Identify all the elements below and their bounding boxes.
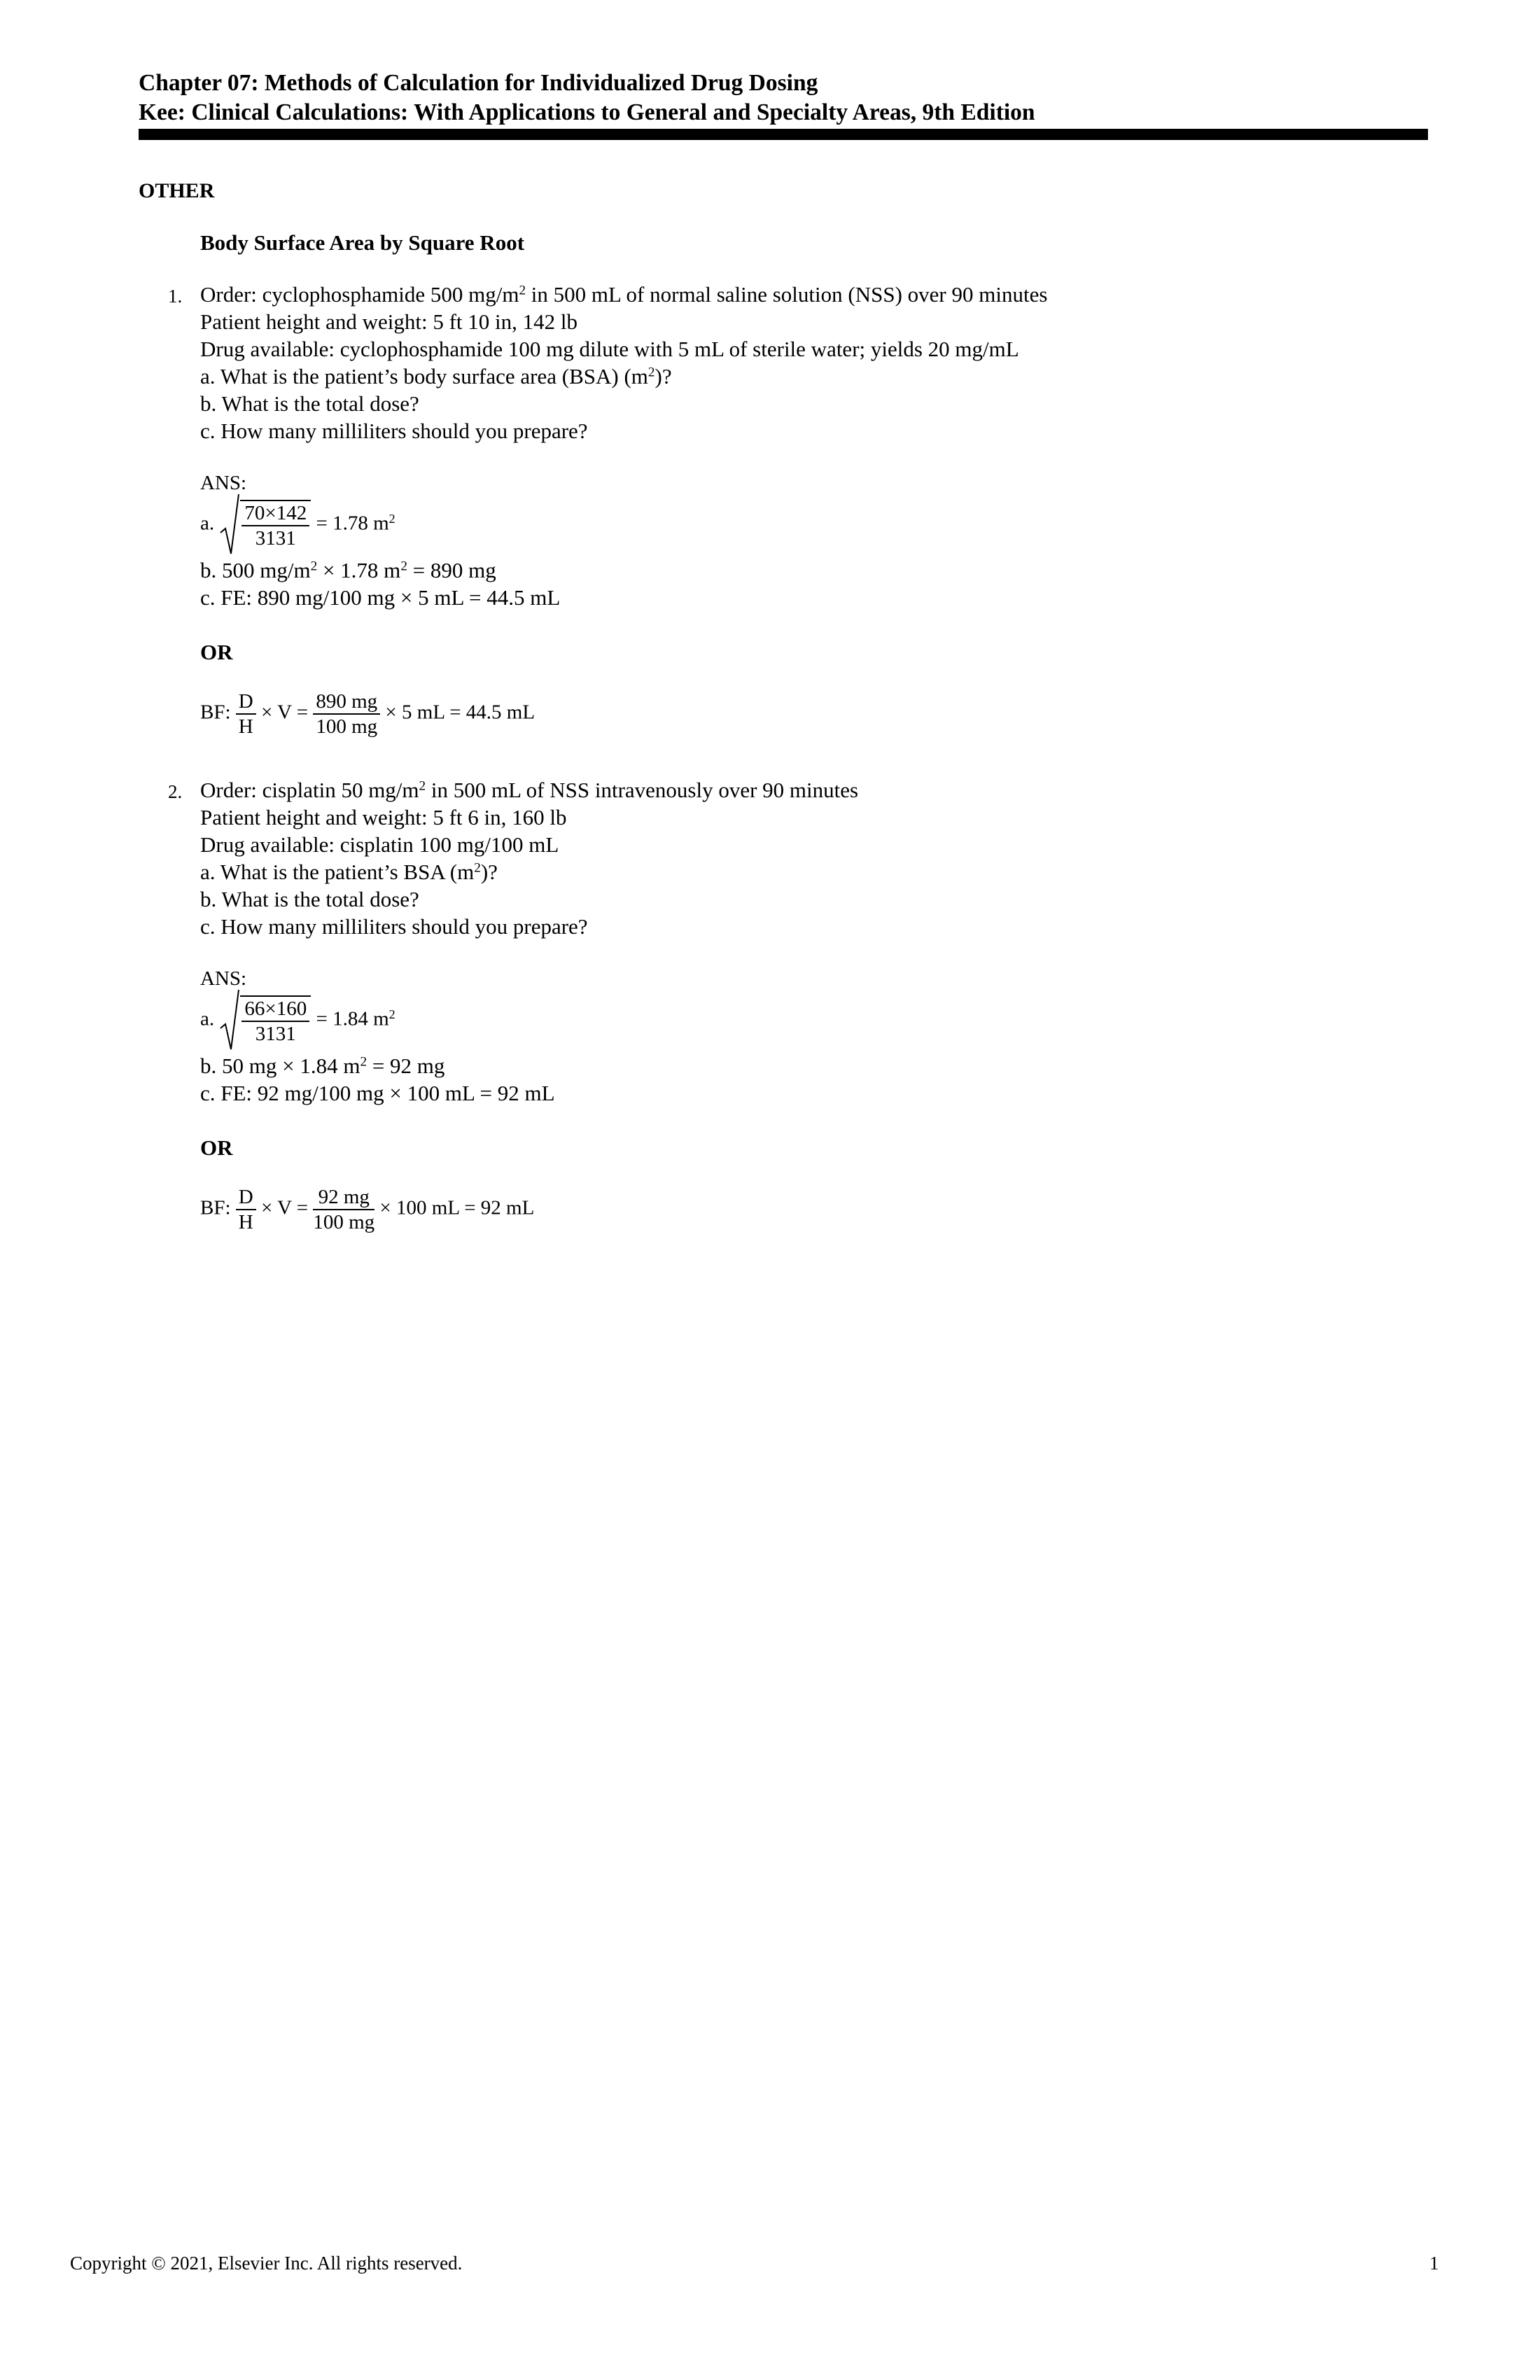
answer-c: c. FE: 890 mg/100 mg × 5 mL = 44.5 mL [200,585,561,610]
order-line: Order: cisplatin 50 $mg/m^2$ in 500 mL of NSS intravenously over 90 minutes [200,778,859,802]
radical-sign-icon [219,989,240,1052]
answer-b: b. 50 mg × 1.84 $m^2 = 92$ mg [200,1054,445,1078]
answer-a-bsa: a. $\frac{70\times 142}{3131}$ = 1.78 $m^2$ [200,493,396,556]
answer-c: c. FE: 92 mg/100 mg × 100 mL = 92 mL [200,1081,555,1105]
question-c: c. How many milliliters should you prepare? [200,419,588,443]
question-a: a. What is the patient’s BSA $(m^2)$? [200,860,498,884]
question-a: a. What is the patient’s body surface area (BSA) $(m^2)$? [200,364,672,388]
ans-label: ANS: [200,967,247,990]
ans-label: ANS: [200,472,247,494]
section-label: OTHER [139,179,215,202]
book-title: Kee: Clinical Calculations: With Applications to General and Specialty Areas, 9th Edition [139,99,1035,125]
answer-a-bsa: a. $\frac{66\times 160}{3131}$ = 1.84 $m^2$ [200,989,396,1052]
answer-bf-formula: BF: $\frac{D}{H}$ × V = $\frac{890 mg}{100 mg}$ × 5 mL = 44.5 mL [200,690,536,738]
copyright-footer: Copyright © 2021, Elsevier Inc. All rights reserved. [70,2253,463,2274]
page-number: 1 [1429,2253,1439,2274]
patient-line: Patient height and weight: 5 ft 10 in, 142 lb [200,309,578,334]
drug-line: Drug available: cisplatin 100 mg/100 mL [200,832,559,857]
square-root: $\frac{70\times 142}{3131}$ [219,493,311,556]
question-b: b. What is the total dose? [200,887,419,911]
topic-heading: Body Surface Area by Square Root [200,230,525,255]
square-root: $\frac{66\times 160}{3131}$ [219,989,311,1052]
header-rule [139,129,1428,140]
page-header [139,69,1427,127]
or-label: OR [200,640,233,664]
question-number: 2. [168,781,183,802]
chapter-title: Chapter 07: Methods of Calculation for Individualized Drug Dosing [139,70,818,96]
answer-bf-formula: BF: $\frac{D}{H}$ × V = $\frac{92 mg}{100 mg}$ × 100 mL = 92 mL [200,1186,535,1233]
question-b: b. What is the total dose? [200,391,419,416]
patient-line: Patient height and weight: 5 ft 6 in, 160 lb [200,805,567,830]
or-label: OR [200,1135,233,1160]
question-c: c. How many milliliters should you prepare? [200,914,588,939]
order-line: Order: cyclophosphamide 500 $mg/m^2$ in 500 mL of normal saline solution (NSS) over 90 minutes [200,282,1048,307]
radical-sign-icon [219,493,240,556]
question-number: 1. [168,286,183,307]
answer-b: b. 500 $mg/m^2 \times 1.78$ $m^2 = 890$ mg [200,558,496,582]
drug-line: Drug available: cyclophosphamide 100 mg dilute with 5 mL of sterile water; yields 20 mg/mL [200,337,1019,361]
